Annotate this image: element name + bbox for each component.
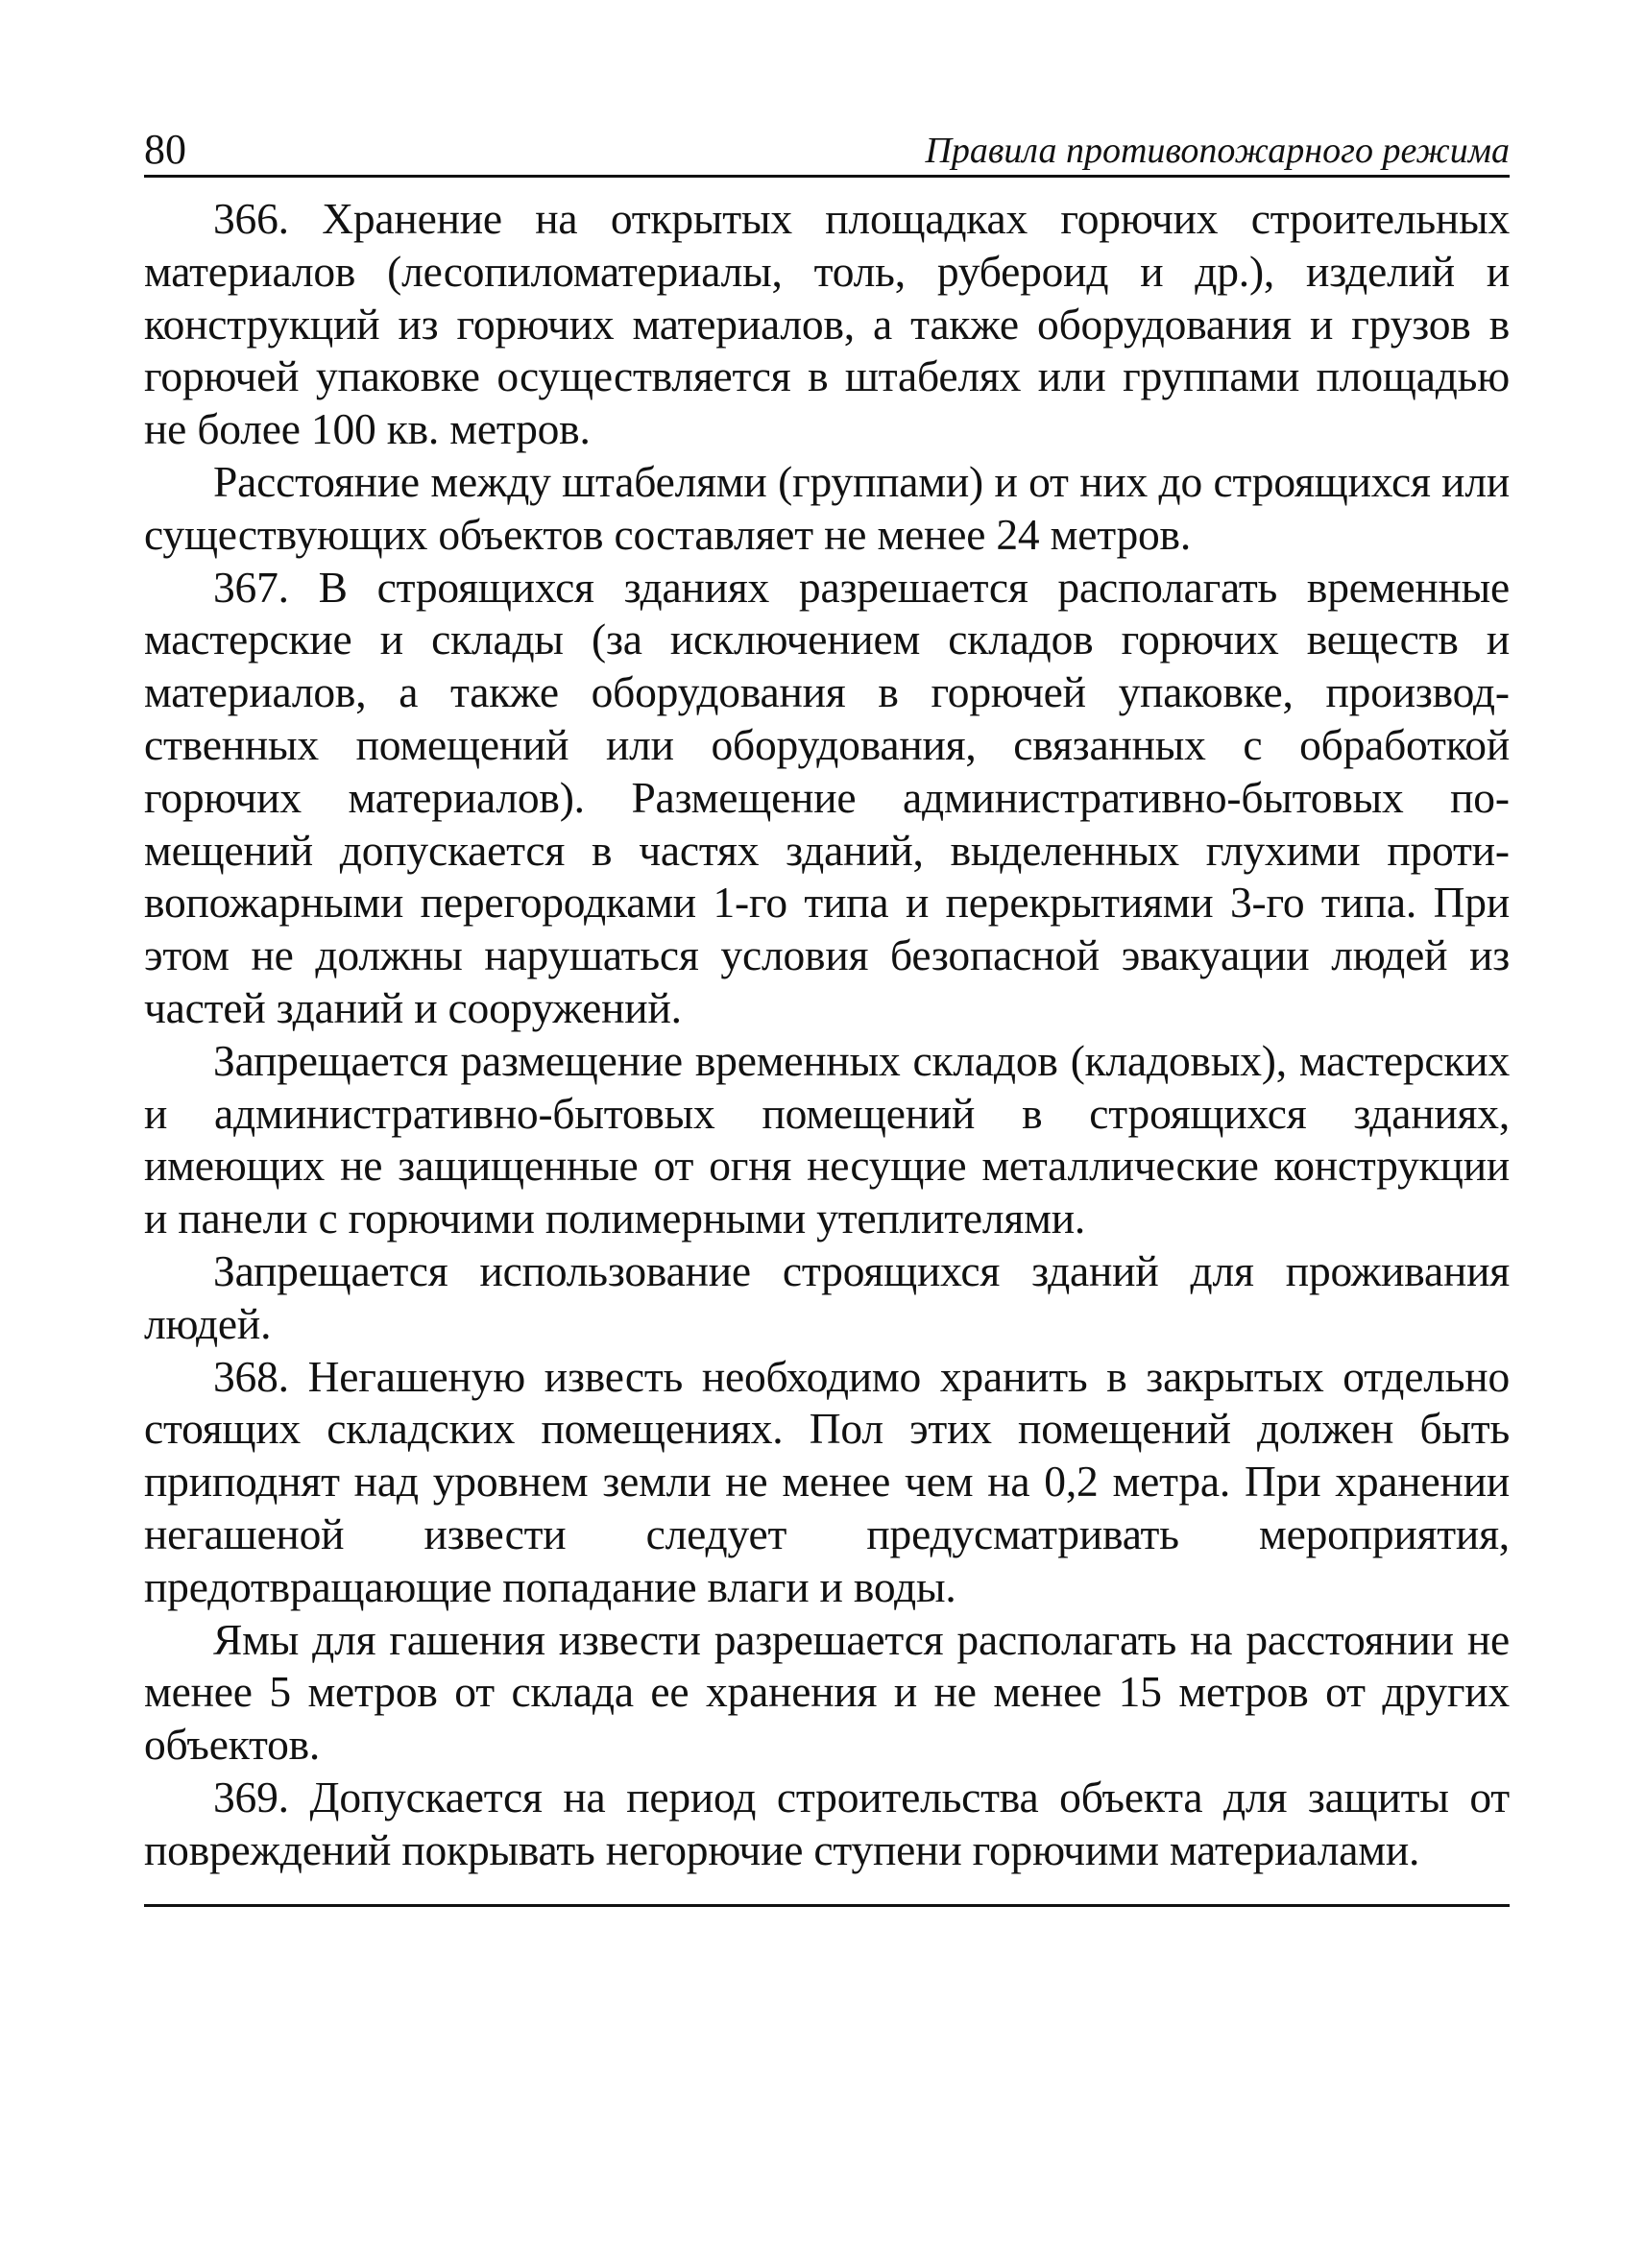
bottom-rule bbox=[144, 1904, 1510, 1907]
running-title: Правила противопожарного режима bbox=[925, 131, 1510, 171]
paragraph-367: 367. В строящихся зданиях разрешается располагать временные мастерские и склады (за исключением складов горючих веществ и материалов, а также оборудования в горючей упаковке, производственных помещений или оборудования, связанных с обработкой горючих материалов). Размещение административно-бытовых помещений допускается в частях зданий, выделенных глухими противопожарными перегородками 1-го типа и перекрытиями 3-го типа. При этом не должны нарушаться условия безопасной эвакуации людей из частей зданий и сооружений. bbox=[144, 562, 1510, 1032]
running-header bbox=[144, 115, 1510, 178]
paragraph-369: 369. Допускается на период строительства объекта для защиты от повреждений покрывать негорючие ступени горючими материалами. bbox=[144, 1772, 1510, 1874]
paragraph-368-pits: Ямы для гашения извести разрешается располагать на расстоянии не менее 5 метров от склада ее хранения и не менее 15 метров от других объектов. bbox=[144, 1614, 1510, 1770]
body-text bbox=[144, 193, 1510, 1877]
book-page bbox=[144, 115, 1510, 1907]
paragraph-367-prohibition-living: Запрещается использование строящихся зданий для проживания людей. bbox=[144, 1245, 1510, 1348]
paragraph-367-prohibition-storage: Запрещается размещение временных складов (кладовых), мастерских и административно-бытовых помещений в строящихся зданиях, имеющих не защищенные от огня несущие металлические конструкции и панели с горючими полимерными утеплителями. bbox=[144, 1035, 1510, 1243]
paragraph-366: 366. Хранение на открытых площадках горючих строительных материалов (лесопиломатериалы, толь, рубероид и др.), изделий и конструкций из горючих материалов, а также оборудования и грузов в горючей упаковке осуществляется в штабелях или группами площадью не более 100 кв. метров. bbox=[144, 194, 1510, 454]
paragraph-368: 368. Негашеную известь необходимо хранить в закрытых отдельно стоящих складских помещениях. Пол этих помещений должен быть приподнят над уровнем земли не менее чем на 0,2 метра. При хранении негашеной извести следует предусматривать мероприятия, предотвращающие попадание влаги и воды. bbox=[144, 1351, 1510, 1611]
page-number: 80 bbox=[144, 126, 186, 173]
paragraph-366-distance: Расстояние между штабелями (группами) и от них до строящихся или существующих объектов составляет не менее 24 метров. bbox=[144, 456, 1510, 559]
